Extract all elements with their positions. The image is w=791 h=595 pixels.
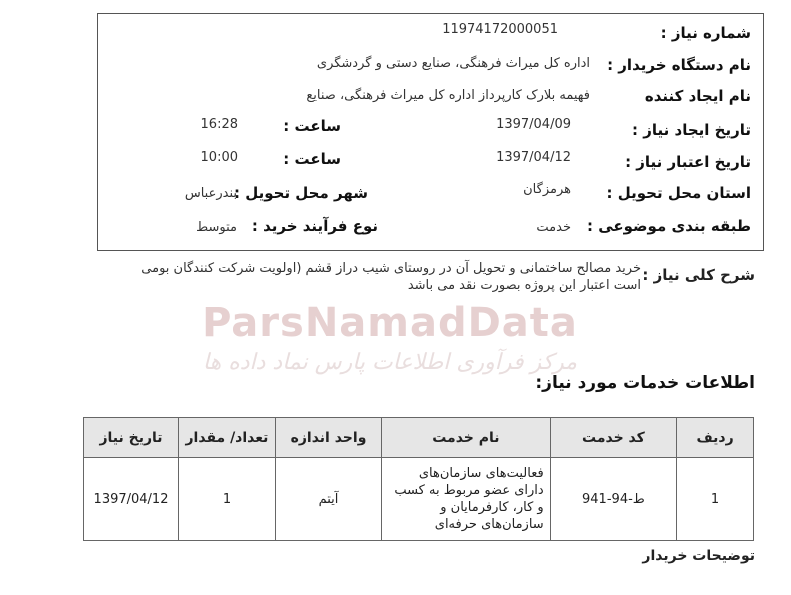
watermark-brand: ParsNamadData [202,300,578,346]
table-row [84,458,754,541]
header-need-date: تاریخ نیاز [84,418,179,458]
watermark-line: مرکز فرآوری اطلاعات پارس نماد داده ها [202,350,578,375]
need-number-label: شماره نیاز : [660,24,751,42]
cell-unit: آیتم [275,458,381,541]
buyer-org: اداره کل میراث فرهنگی، صنایع دستی و گردشگری [316,56,590,71]
category: خدمت [536,220,571,235]
buyer-notes-label: توضیحات خریدار [642,548,755,564]
created-date: 1397/04/09 [496,117,571,132]
description-text: خرید مصالح ساختمانی و تحویل آن در روستای شیب دراز قشم (اولویت شرکت کنندگان بومی است اعتبار این پروژه بصورت نقد می باشد [141,261,641,293]
process-label: نوع فرآیند خرید : [251,217,378,235]
need-info-box [97,13,764,251]
process: متوسط [196,220,237,235]
services-table [83,417,754,541]
category-label: طبقه بندی موضوعی : [587,217,751,235]
cell-service-code: ط-94-941 [550,458,676,541]
valid-time-label: ساعت : [283,150,341,168]
cell-service-name: فعالیت‌های سازمان‌های دارای عضو مربوط به کسب و کار، کارفرمایان و سازمان‌های حرفه‌ای [382,458,551,541]
cell-need-date: 1397/04/12 [84,458,179,541]
creator: فهیمه بلارک کارپرداز اداره کل میراث فرهنگی، صنایع [306,88,590,103]
province-label: استان محل تحویل : [606,184,751,202]
created-time-label: ساعت : [283,117,341,135]
header-unit: واحد اندازه [275,418,381,458]
header-row-index: ردیف [677,418,754,458]
created-date-label: تاریخ ایجاد نیاز : [632,121,751,139]
valid-time: 10:00 [200,150,238,165]
city: بندرعباس [184,186,237,201]
province: هرمزگان [523,182,571,197]
header-service-name: نام خدمت [382,418,551,458]
description-label: شرح کلی نیاز : [642,266,755,284]
creator-label: نام ایجاد کننده [644,87,751,105]
services-section-title: اطلاعات خدمات مورد نیاز: [535,373,755,393]
created-time: 16:28 [200,117,238,132]
header-quantity: تعداد/ مقدار [179,418,276,458]
valid-date: 1397/04/12 [496,150,571,165]
header-service-code: کد خدمت [550,418,676,458]
cell-quantity: 1 [179,458,276,541]
need-number: 11974172000051 [442,22,558,37]
cell-row-index: 1 [677,458,754,541]
buyer-org-label: نام دستگاه خریدار : [607,56,751,74]
services-table-header [84,418,754,458]
city-label: شهر محل تحویل : [233,184,368,202]
valid-date-label: تاریخ اعتبار نیاز : [625,153,751,171]
